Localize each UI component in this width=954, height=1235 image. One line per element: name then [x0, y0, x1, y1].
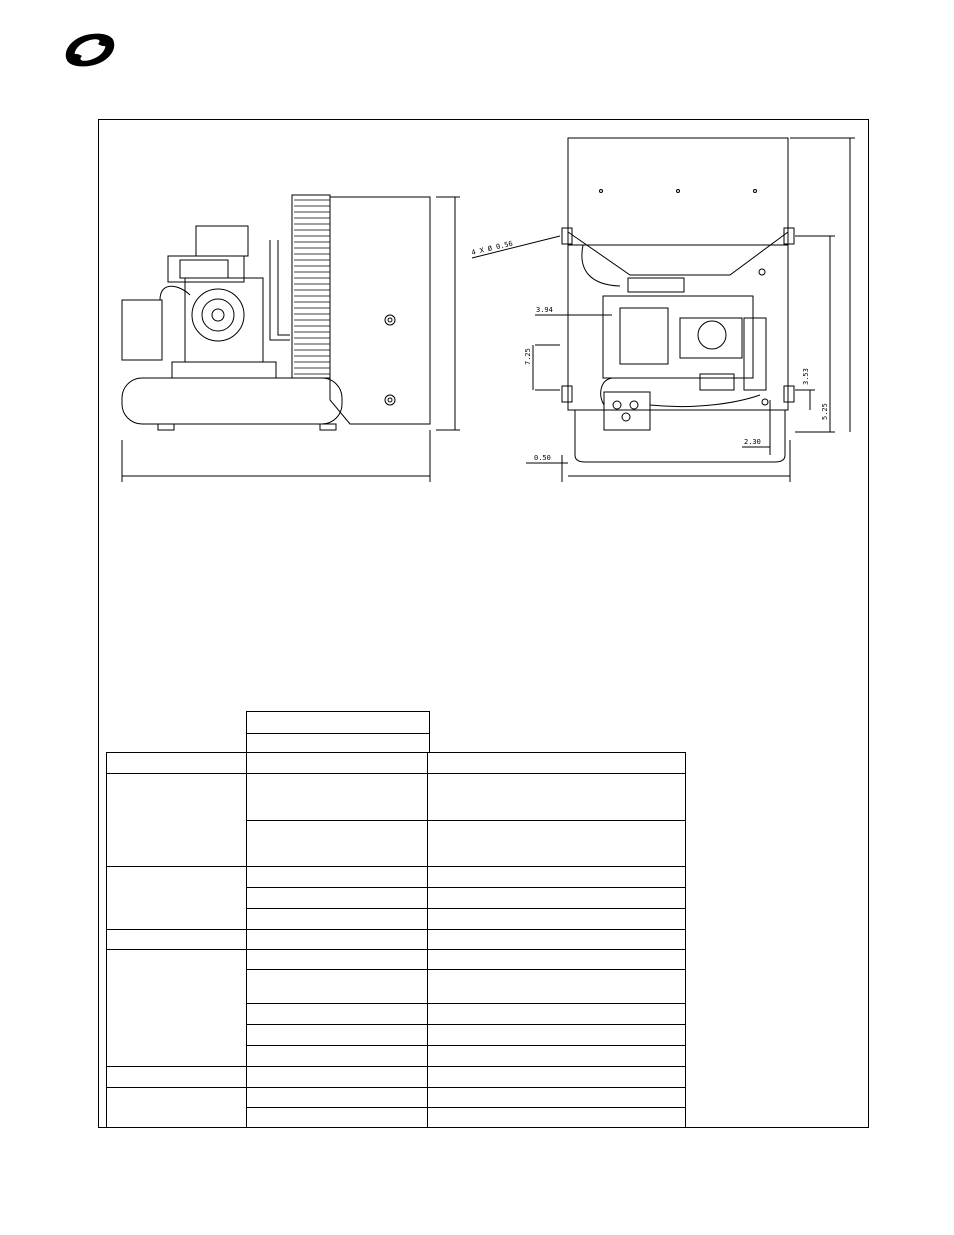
top-view	[472, 138, 855, 482]
dim-2-30: 2.30	[744, 438, 761, 446]
table-rule	[246, 887, 686, 888]
table-rule	[685, 752, 686, 1127]
table-rule	[246, 1107, 686, 1108]
dim-3-94: 3.94	[536, 306, 553, 314]
table-rule	[246, 1024, 686, 1025]
dim-7-25: 7.25	[524, 348, 532, 365]
condenser-fins	[294, 200, 330, 374]
dim-mount-holes: 4 X Ø 0.56	[470, 239, 514, 257]
dim-5-25: 5.25	[821, 403, 829, 420]
unit-drawing	[0, 0, 954, 500]
dim-0-50: 0.50	[534, 454, 551, 462]
table-rule	[106, 752, 107, 1127]
table-rule	[427, 752, 428, 1127]
table-rule	[106, 773, 686, 774]
table-rule	[246, 1003, 686, 1004]
table-rule	[106, 752, 686, 753]
table-rule	[106, 1087, 686, 1088]
table-rule	[246, 752, 247, 1127]
table-rule	[246, 1045, 686, 1046]
side-view	[122, 195, 460, 482]
table-rule	[246, 820, 686, 821]
table-rule	[246, 908, 686, 909]
table-rule	[106, 949, 686, 950]
dim-3-53: 3.53	[802, 368, 810, 385]
table-rule	[106, 866, 686, 867]
table-rule	[246, 969, 686, 970]
table-header-cell	[246, 731, 430, 752]
table-rule	[106, 1066, 686, 1067]
table-rule	[106, 929, 686, 930]
